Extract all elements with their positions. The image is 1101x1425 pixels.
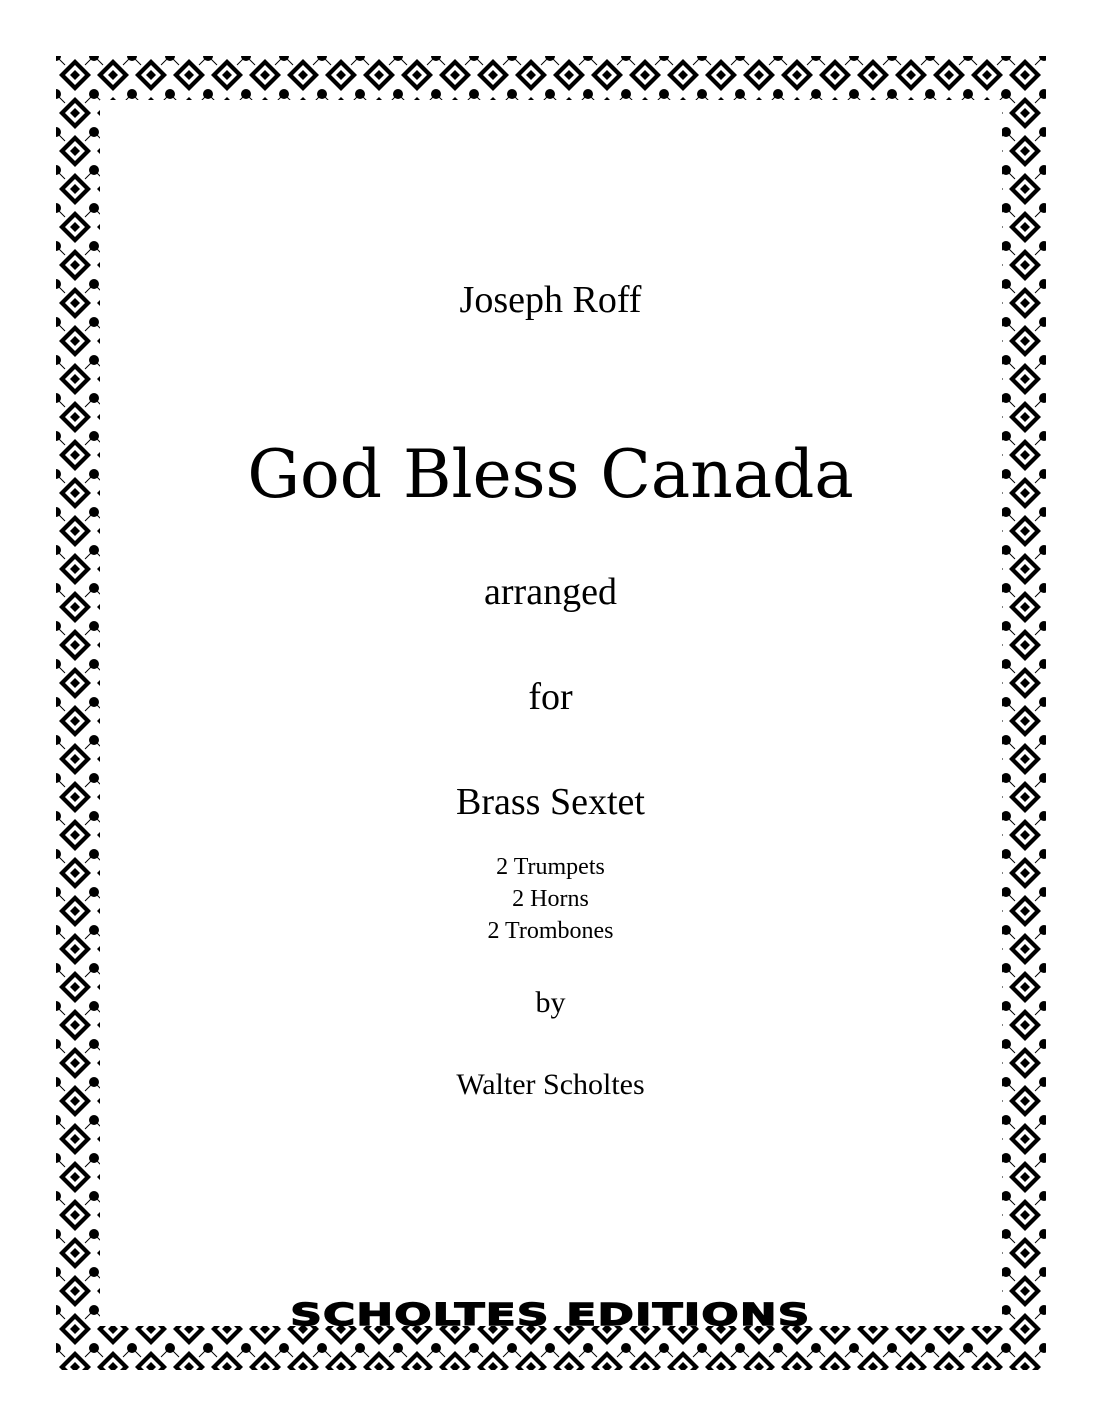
instrument-line: 2 Trumpets [496,854,605,880]
composer-name: Joseph Roff [459,279,642,321]
by-text: by [535,986,566,1019]
arranger-name: Walter Scholtes [456,1068,645,1101]
ensemble-name: Brass Sextet [456,781,645,823]
publisher-name: SCHOLTES EDITIONS [290,1298,811,1333]
arranged-text: arranged [484,571,617,613]
instrument-line: 2 Trombones [487,918,614,944]
for-text: for [528,676,573,718]
work-title: God Bless Canada [247,436,854,513]
instrument-line: 2 Horns [512,886,589,912]
